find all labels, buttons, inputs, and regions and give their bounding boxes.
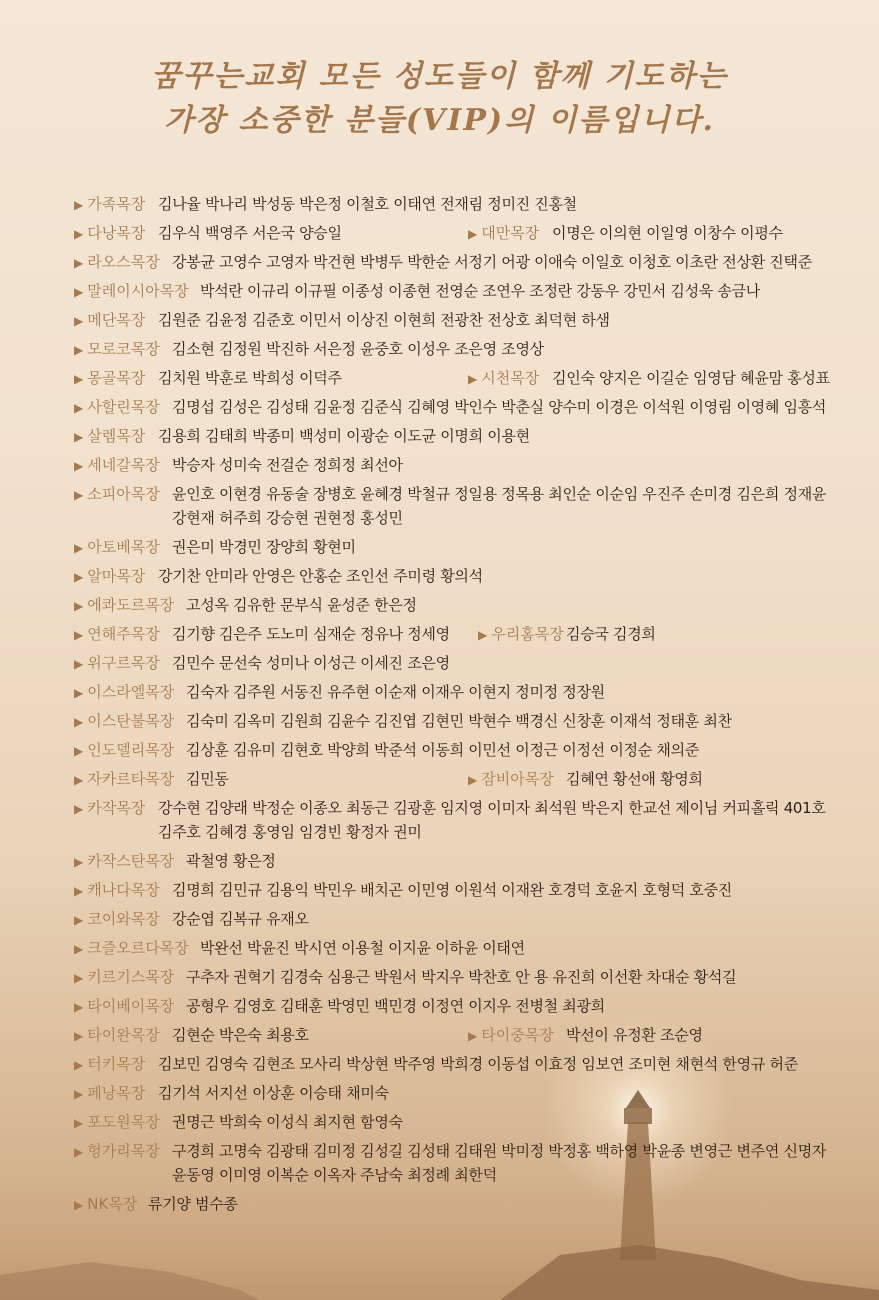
group-names: 김명섭 김성은 김성태 김윤정 김준식 김혜영 박인수 박춘실 양수미 이경은 이석원 이영림 이영혜 임흥석 xyxy=(172,398,827,416)
arrow-icon: ▶ xyxy=(468,1029,478,1043)
group-label: 인도델리목장 xyxy=(87,741,175,759)
group-entry xyxy=(74,451,160,481)
group-entry xyxy=(74,847,174,877)
list-row xyxy=(74,649,864,678)
group-label: 연해주목장 xyxy=(87,625,160,643)
list-row xyxy=(74,1137,864,1190)
group-label: 카작스탄목장 xyxy=(87,852,175,870)
list-row xyxy=(74,1190,864,1219)
group-entry xyxy=(74,480,160,510)
group-entry xyxy=(74,591,174,621)
group-names: 김승국 김경희 xyxy=(566,625,656,643)
group-entry xyxy=(74,533,160,563)
group-entry xyxy=(74,736,174,766)
group-entry xyxy=(74,393,160,423)
group-entry xyxy=(74,277,189,307)
group-label: 사할린목장 xyxy=(87,398,160,416)
list-row xyxy=(74,591,864,620)
arrow-icon: ▶ xyxy=(74,855,84,869)
group-names: 김혜연 황선애 황영희 xyxy=(566,770,703,788)
list-row xyxy=(74,963,864,992)
group-names: 박석란 이규리 이규필 이종성 이종현 전영순 조연우 조정란 강동우 강민서 김성욱 송금나 xyxy=(200,282,760,300)
group-entry xyxy=(74,1137,160,1167)
group-names: 고성옥 김유한 문부식 윤성준 한은정 xyxy=(186,596,417,614)
group-label: 잠비아목장 xyxy=(481,770,554,788)
group-names: 김숙자 김주원 서동진 유주현 이순재 이재우 이현지 정미정 정장원 xyxy=(186,683,605,701)
arrow-icon: ▶ xyxy=(74,884,84,898)
group-entry xyxy=(468,219,539,249)
arrow-icon: ▶ xyxy=(74,227,84,241)
group-entry xyxy=(74,1108,160,1138)
group-label: 세네갈목장 xyxy=(87,456,160,474)
group-names: 김민수 문선숙 성미나 이성근 이세진 조은영 xyxy=(172,654,450,672)
list-row xyxy=(74,277,864,306)
group-names: 박승자 성미숙 전걸순 정희정 최선아 xyxy=(172,456,403,474)
group-entry xyxy=(74,335,160,365)
list-row xyxy=(74,190,864,219)
group-names: 권은미 박경민 장양희 황현미 xyxy=(172,538,356,556)
list-row xyxy=(74,422,864,451)
list-row xyxy=(74,1021,864,1050)
group-names: 강순엽 김복규 유재오 xyxy=(172,910,309,928)
arrow-icon: ▶ xyxy=(74,1198,84,1212)
group-names: 김기향 김은주 도노미 심재순 정유나 정세영 xyxy=(172,625,450,643)
arrow-icon: ▶ xyxy=(468,227,478,241)
group-label: 살렘목장 xyxy=(87,427,146,445)
group-entry xyxy=(74,992,174,1022)
group-entry xyxy=(74,963,174,993)
list-row xyxy=(74,306,864,335)
list-row xyxy=(74,794,864,847)
title-line-2: 가장 소중한 분들(VIP)의 이름입니다. xyxy=(164,103,715,138)
group-label: 소피아목장 xyxy=(87,485,160,503)
list-row xyxy=(74,562,864,591)
list-row xyxy=(74,219,864,248)
group-names: 강수현 김양래 박정순 이종오 최동근 김광훈 임지영 이미자 최석원 박은지 한교선 제이님 커피홀릭 401호 xyxy=(158,799,826,817)
arrow-icon: ▶ xyxy=(74,971,84,985)
group-label: 키르기스목장 xyxy=(87,968,175,986)
group-names: 김용희 김태희 박종미 백성미 이광순 이도균 이명희 이용현 xyxy=(158,427,530,445)
group-entry xyxy=(468,765,554,795)
list-row xyxy=(74,364,864,393)
group-entry xyxy=(468,364,539,394)
group-names: 박선이 유정환 조순영 xyxy=(566,1026,703,1044)
arrow-icon: ▶ xyxy=(74,459,84,473)
group-names: 김치원 박훈로 박희성 이덕주 xyxy=(158,369,342,387)
group-entry xyxy=(74,562,145,592)
arrow-icon: ▶ xyxy=(74,285,84,299)
group-names: 권명근 박희숙 이성식 최지현 함영숙 xyxy=(172,1113,403,1131)
group-label: 페낭목장 xyxy=(87,1084,146,1102)
arrow-icon: ▶ xyxy=(74,314,84,328)
group-names: 강기찬 안미라 안영은 안홍순 조인선 주미령 황의석 xyxy=(158,567,483,585)
group-label: 코이와목장 xyxy=(87,910,160,928)
group-label: 터키목장 xyxy=(87,1055,146,1073)
group-label: 위구르목장 xyxy=(87,654,160,672)
group-label: 대만목장 xyxy=(481,224,540,242)
group-names: 윤인호 이현경 유동술 장병호 윤혜경 박철규 정일용 정목용 최인순 이순임 우진주 손미경 김은희 정재윤 xyxy=(172,485,827,503)
arrow-icon: ▶ xyxy=(478,628,488,642)
arrow-icon: ▶ xyxy=(468,372,478,386)
list-row xyxy=(74,533,864,562)
group-label: 타이베이목장 xyxy=(87,997,175,1015)
group-names: 김상훈 김유미 김현호 박양희 박준석 이동희 이민선 이정근 이정선 이정순 채의준 xyxy=(186,741,699,759)
group-names: 류기양 범수종 xyxy=(148,1195,238,1213)
group-names-continued: 김주호 김혜경 홍영임 임경빈 황정자 권미 xyxy=(158,823,422,841)
group-label: 가족목장 xyxy=(87,195,146,213)
group-entry xyxy=(74,1021,160,1051)
group-entry xyxy=(74,190,145,220)
arrow-icon: ▶ xyxy=(74,256,84,270)
group-entry xyxy=(74,678,174,708)
list-row xyxy=(74,847,864,876)
arrow-icon: ▶ xyxy=(74,430,84,444)
group-label: 시천목장 xyxy=(481,369,540,387)
group-label: 이스탄불목장 xyxy=(87,712,175,730)
group-entry xyxy=(74,707,174,737)
arrow-icon: ▶ xyxy=(74,657,84,671)
list-row xyxy=(74,707,864,736)
group-label: 에콰도르목장 xyxy=(87,596,175,614)
group-label: 캐나다목장 xyxy=(87,881,160,899)
arrow-icon: ▶ xyxy=(74,1145,84,1159)
group-label: 아토베목장 xyxy=(87,538,160,556)
arrow-icon: ▶ xyxy=(468,773,478,787)
group-entry xyxy=(74,620,160,650)
group-entry xyxy=(468,1021,554,1051)
group-entry xyxy=(74,934,189,964)
group-label: 크즐오르다목장 xyxy=(87,939,189,957)
list-row xyxy=(74,1050,864,1079)
list-row xyxy=(74,1108,864,1137)
arrow-icon: ▶ xyxy=(74,942,84,956)
group-label: 헝가리목장 xyxy=(87,1142,160,1160)
arrow-icon: ▶ xyxy=(74,401,84,415)
title-line-1: 꿈꾸는교회 모든 성도들이 함께 기도하는 xyxy=(151,59,728,94)
arrow-icon: ▶ xyxy=(74,198,84,212)
list-row xyxy=(74,620,864,649)
group-entry xyxy=(74,649,160,679)
group-names: 김명희 김민규 김용익 박민우 배치곤 이민영 이원석 이재완 호경덕 호윤지 호형덕 호중진 xyxy=(172,881,732,899)
list-row xyxy=(74,248,864,277)
group-names: 김소현 김정원 박진하 서은정 윤중호 이성우 조은영 조영상 xyxy=(172,340,544,358)
group-names: 박완선 박윤진 박시연 이용철 이지윤 이하윤 이태연 xyxy=(200,939,525,957)
group-label: NK목장 xyxy=(87,1195,138,1213)
group-names-continued: 윤동영 이미영 이복순 이옥자 주남숙 최정례 최한덕 xyxy=(172,1166,497,1184)
group-label: 알마목장 xyxy=(87,567,146,585)
group-label: 메단목장 xyxy=(87,311,146,329)
list-row xyxy=(74,335,864,364)
list-row xyxy=(74,451,864,480)
arrow-icon: ▶ xyxy=(74,628,84,642)
group-label: 말레이시아목장 xyxy=(87,282,189,300)
group-entry xyxy=(74,765,174,795)
group-names: 김민동 xyxy=(186,770,229,788)
arrow-icon: ▶ xyxy=(74,599,84,613)
group-label: 타이중목장 xyxy=(481,1026,554,1044)
arrow-icon: ▶ xyxy=(74,1029,84,1043)
list-row xyxy=(74,480,864,533)
group-entry xyxy=(74,794,145,824)
group-names: 김기석 서지선 이상훈 이승태 채미숙 xyxy=(158,1084,389,1102)
group-label: 다낭목장 xyxy=(87,224,146,242)
arrow-icon: ▶ xyxy=(74,343,84,357)
arrow-icon: ▶ xyxy=(74,541,84,555)
group-entry xyxy=(74,905,160,935)
list-row xyxy=(74,1079,864,1108)
group-names: 김숙미 김옥미 김원희 김윤수 김진엽 김현민 박현수 백경신 신창훈 이재석 정태훈 최찬 xyxy=(186,712,732,730)
group-label: 타이완목장 xyxy=(87,1026,160,1044)
group-label: 포도원목장 xyxy=(87,1113,160,1131)
group-label: 자카르타목장 xyxy=(87,770,175,788)
arrow-icon: ▶ xyxy=(74,1058,84,1072)
group-names: 곽철영 황은정 xyxy=(186,852,276,870)
group-names: 김인숙 양지은 이길순 임영담 혜윤맘 홍성표 xyxy=(552,369,830,387)
group-names: 공형우 김영호 김태훈 박영민 백민경 이정연 이지우 전병철 최광희 xyxy=(186,997,605,1015)
arrow-icon: ▶ xyxy=(74,802,84,816)
group-names: 김현순 박은숙 최용호 xyxy=(172,1026,309,1044)
arrow-icon: ▶ xyxy=(74,1116,84,1130)
group-entry xyxy=(74,364,145,394)
list-row xyxy=(74,765,864,794)
group-label: 카작목장 xyxy=(87,799,146,817)
list-row xyxy=(74,934,864,963)
arrow-icon: ▶ xyxy=(74,488,84,502)
group-names: 이명은 이의현 이일영 이창수 이평수 xyxy=(552,224,783,242)
group-entry xyxy=(74,422,145,452)
group-label: 라오스목장 xyxy=(87,253,160,271)
list-row xyxy=(74,905,864,934)
group-entry xyxy=(74,876,160,906)
arrow-icon: ▶ xyxy=(74,744,84,758)
group-names: 김보민 김영숙 김현조 모사리 박상현 박주영 박희경 이동섭 이효정 임보연 조미현 채현석 한영규 허준 xyxy=(158,1055,798,1073)
arrow-icon: ▶ xyxy=(74,1087,84,1101)
arrow-icon: ▶ xyxy=(74,372,84,386)
group-label: 모로코목장 xyxy=(87,340,160,358)
list-row xyxy=(74,992,864,1021)
group-entry xyxy=(478,620,564,650)
page-title xyxy=(0,55,879,143)
group-entry xyxy=(74,306,145,336)
group-entry xyxy=(74,1079,145,1109)
arrow-icon: ▶ xyxy=(74,686,84,700)
group-names-continued: 강현재 허주희 강승현 권현정 홍성민 xyxy=(172,509,403,527)
group-label: 몽골목장 xyxy=(87,369,146,387)
arrow-icon: ▶ xyxy=(74,913,84,927)
group-names: 김원준 김윤정 김준호 이민서 이상진 이현희 전광찬 전상호 최덕현 하샘 xyxy=(158,311,610,329)
group-entry xyxy=(74,219,145,249)
arrow-icon: ▶ xyxy=(74,715,84,729)
group-names: 강봉균 고영수 고영자 박건현 박병두 박한순 서정기 어광 이애숙 이일호 이청호 이초란 전상환 진택준 xyxy=(172,253,812,271)
group-label: 우리홈목장 xyxy=(491,625,564,643)
group-entry xyxy=(74,1190,137,1220)
arrow-icon: ▶ xyxy=(74,570,84,584)
list-row xyxy=(74,736,864,765)
group-label: 이스라엘목장 xyxy=(87,683,175,701)
list-row xyxy=(74,678,864,707)
group-names: 김나율 박나리 박성동 박은정 이철호 이태연 전재림 정미진 진홍철 xyxy=(158,195,577,213)
group-names: 김우식 백영주 서은국 양승일 xyxy=(158,224,342,242)
arrow-icon: ▶ xyxy=(74,773,84,787)
group-entry xyxy=(74,1050,145,1080)
list-row xyxy=(74,393,864,422)
group-entry xyxy=(74,248,160,278)
group-names: 구추자 권혁기 김경숙 심용근 박원서 박지우 박찬호 안 용 유진희 이선환 차대순 황석길 xyxy=(186,968,737,986)
list-row xyxy=(74,876,864,905)
arrow-icon: ▶ xyxy=(74,1000,84,1014)
prayer-list xyxy=(74,190,864,1219)
group-names: 구경희 고명숙 김광태 김미정 김성길 김성태 김태원 박미정 박정홍 백하영 박윤종 변영근 변주연 신명자 xyxy=(172,1142,827,1160)
